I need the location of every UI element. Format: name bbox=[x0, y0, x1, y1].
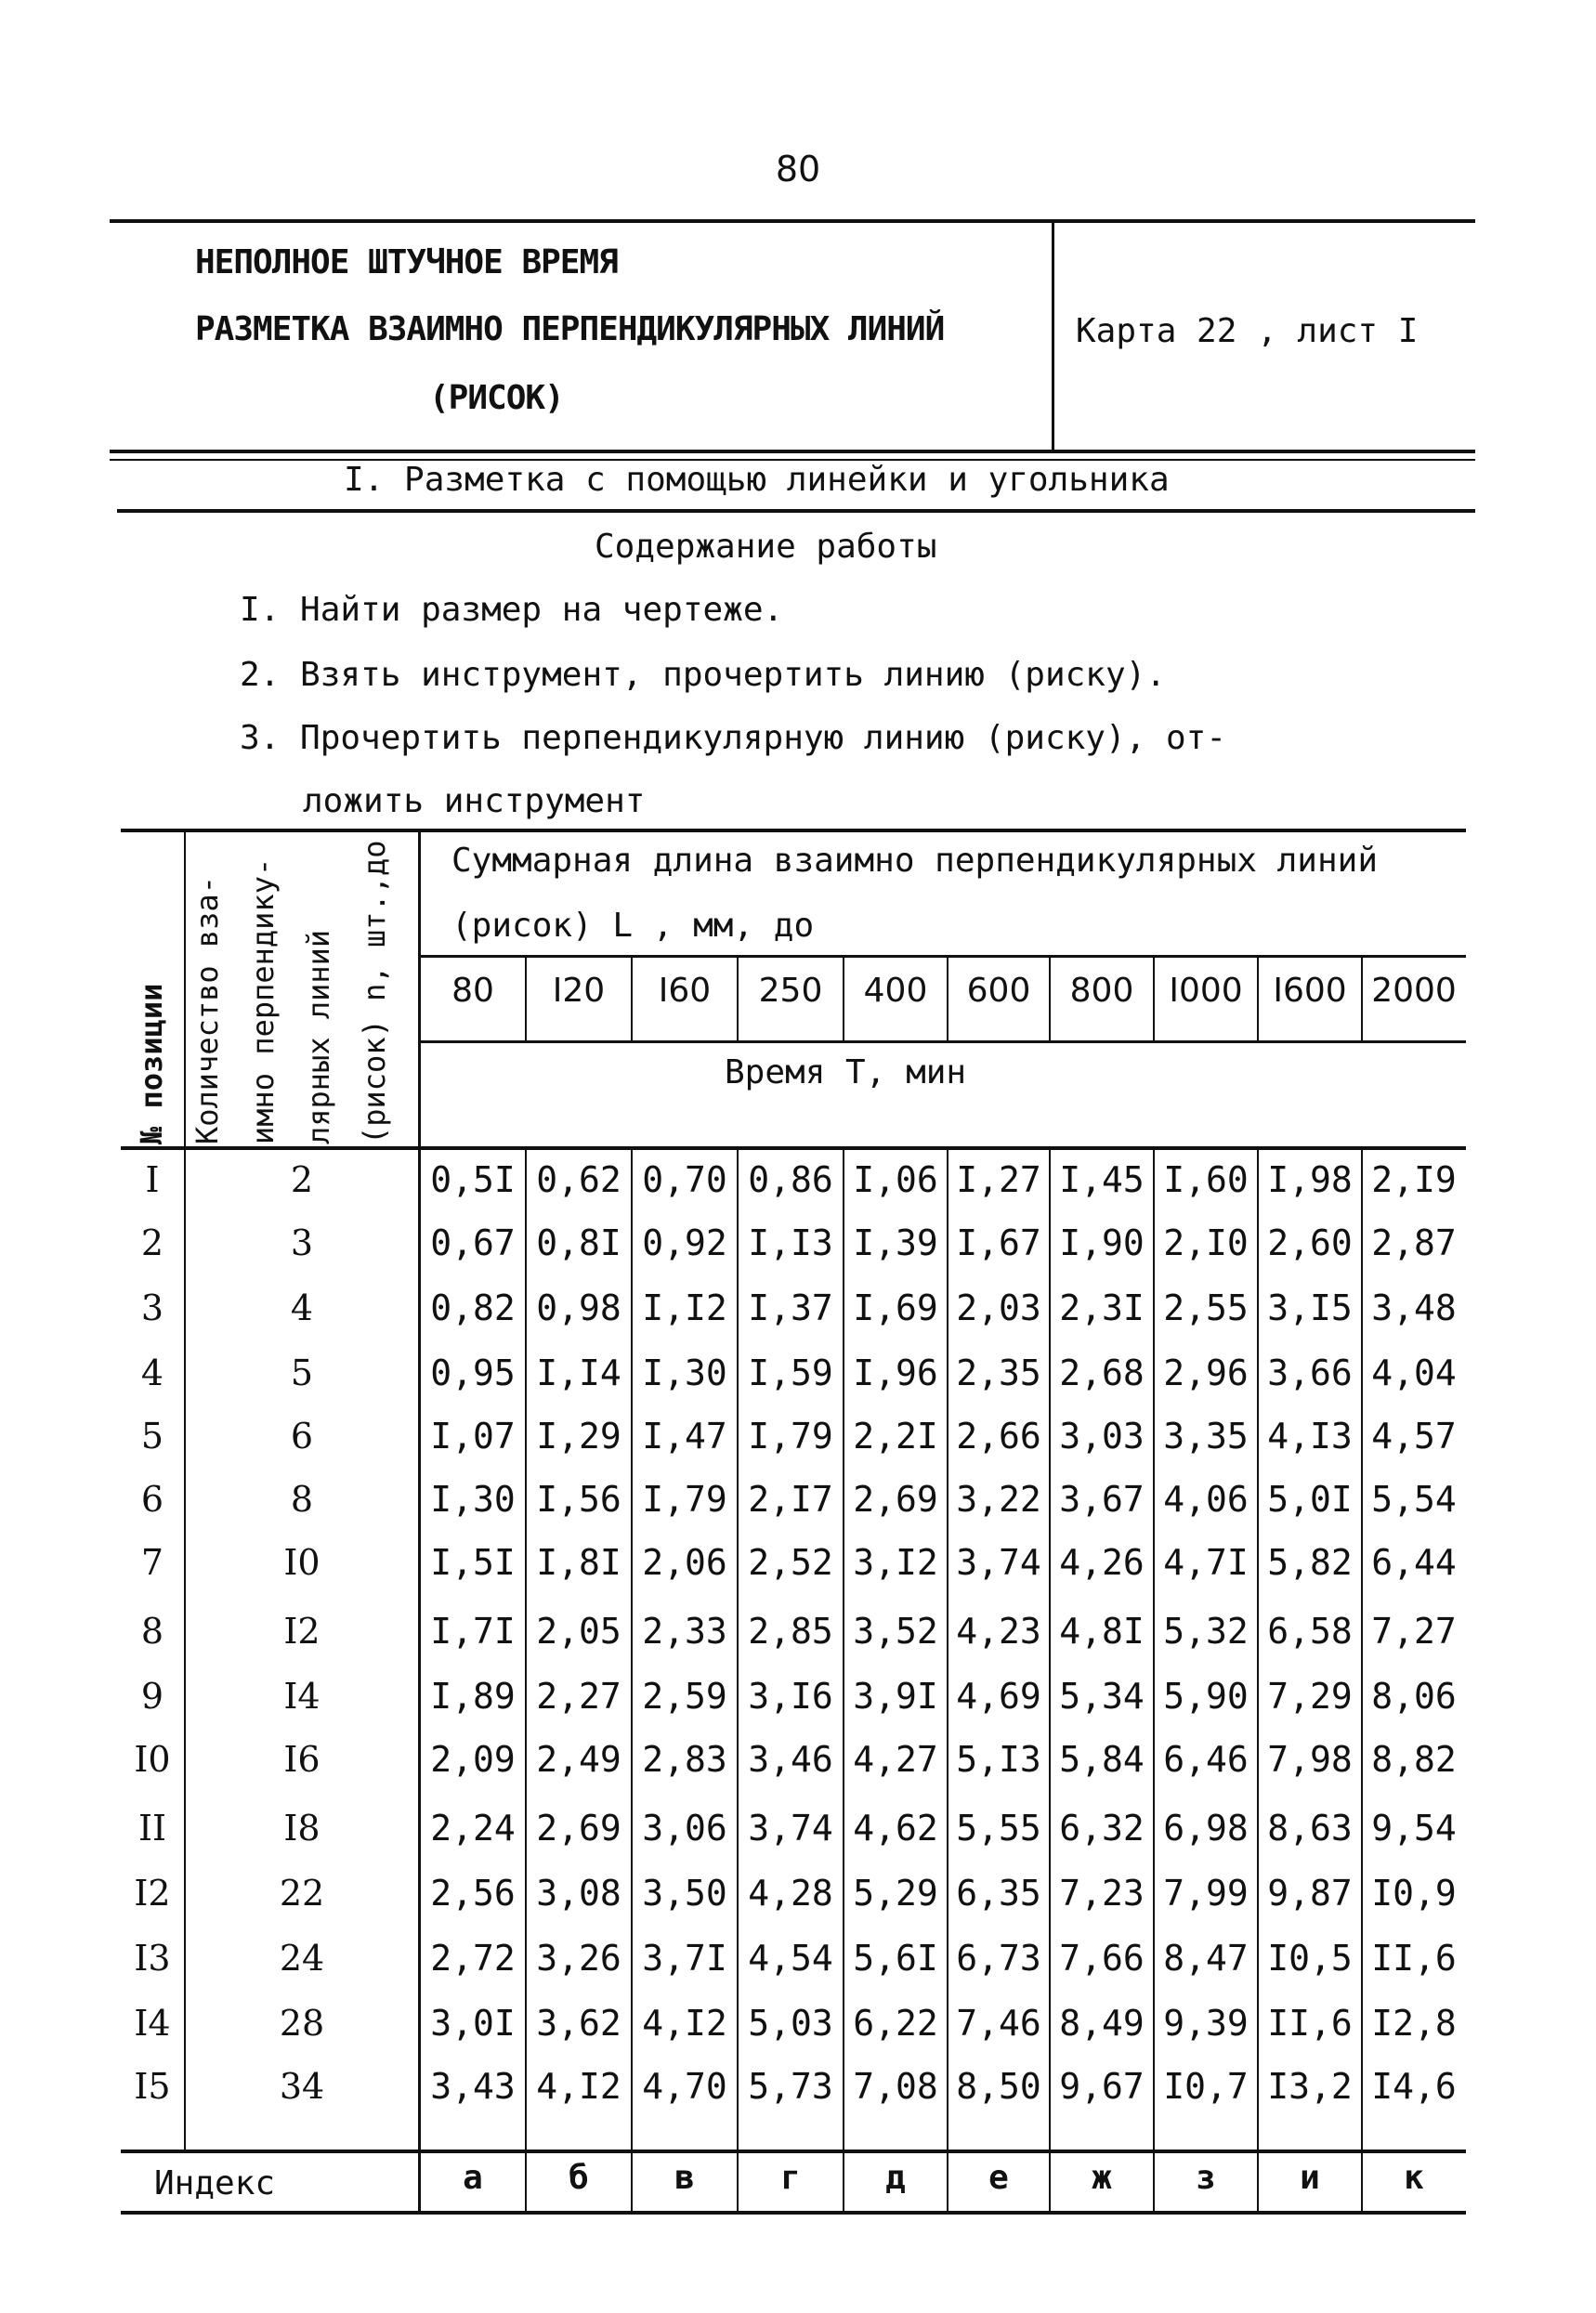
row-position: I bbox=[145, 1159, 160, 1200]
length-header-line-2: (рисок) L , мм, до bbox=[451, 907, 815, 945]
time-value: 2,56 bbox=[430, 1873, 516, 1914]
time-value: 2,27 bbox=[536, 1676, 621, 1717]
step-1: I. Найти размер на чертеже. bbox=[240, 591, 784, 629]
time-value: I,29 bbox=[536, 1416, 621, 1457]
time-value: 2,3I bbox=[1059, 1287, 1145, 1328]
time-value: 5,03 bbox=[748, 2003, 833, 2044]
time-value: 9,67 bbox=[1059, 2066, 1145, 2107]
step-2: 2. Взять инструмент, прочертить линию (риску). bbox=[240, 656, 1166, 694]
length-value: I60 bbox=[658, 972, 712, 1010]
row-count: 22 bbox=[279, 1873, 325, 1914]
time-value: 2,03 bbox=[956, 1287, 1041, 1328]
time-value: 5,82 bbox=[1267, 1542, 1353, 1583]
time-value: 3,I5 bbox=[1267, 1287, 1353, 1328]
time-value: 2,85 bbox=[748, 1611, 833, 1652]
time-value: I2,8 bbox=[1371, 2003, 1457, 2044]
time-value: 8,47 bbox=[1163, 1938, 1249, 1979]
time-value: 7,99 bbox=[1163, 1873, 1249, 1914]
time-value: 7,46 bbox=[956, 2003, 1041, 2044]
row-count: 3 bbox=[290, 1222, 314, 1263]
time-value: 2,I0 bbox=[1163, 1222, 1249, 1263]
time-value: II,6 bbox=[1371, 1938, 1457, 1979]
time-value: 0,5I bbox=[430, 1159, 516, 1200]
length-value: I20 bbox=[552, 972, 606, 1010]
time-value: 3,22 bbox=[956, 1479, 1041, 1520]
row-position: 6 bbox=[140, 1479, 164, 1520]
index-value: б bbox=[569, 2159, 589, 2197]
time-header: Время Т, мин bbox=[725, 1053, 967, 1091]
time-value: 2,I9 bbox=[1371, 1159, 1457, 1200]
time-value: I,7I bbox=[430, 1611, 516, 1652]
time-value: 3,35 bbox=[1163, 1416, 1249, 1457]
row-count: 24 bbox=[279, 1938, 325, 1979]
time-value: 4,I3 bbox=[1267, 1416, 1353, 1457]
count-header-line-3: лярных линий bbox=[301, 929, 336, 1144]
time-value: 0,82 bbox=[430, 1287, 516, 1328]
row-count: I4 bbox=[283, 1676, 321, 1717]
time-value: 3,08 bbox=[536, 1873, 621, 1914]
time-value: 5,90 bbox=[1163, 1676, 1249, 1717]
length-header-line-1: Суммарная длина взаимно перпендикулярных линий bbox=[451, 842, 1378, 880]
time-value: 2,96 bbox=[1163, 1353, 1249, 1393]
row-count: I6 bbox=[283, 1739, 321, 1780]
length-value: 2000 bbox=[1371, 972, 1457, 1010]
row-count: 4 bbox=[290, 1287, 314, 1328]
time-value: 2,24 bbox=[430, 1808, 516, 1849]
time-value: 2,35 bbox=[956, 1353, 1041, 1393]
row-position: 7 bbox=[140, 1542, 164, 1583]
time-value: 7,08 bbox=[853, 2066, 938, 2107]
time-value: 6,22 bbox=[853, 2003, 938, 2044]
time-value: 8,50 bbox=[956, 2066, 1041, 2107]
row-position: I4 bbox=[134, 2003, 171, 2044]
time-value: 7,23 bbox=[1059, 1873, 1145, 1914]
time-value: I,47 bbox=[642, 1416, 727, 1457]
step-3-continued: ложить инструмент bbox=[303, 782, 646, 820]
time-value: 5,6I bbox=[853, 1938, 938, 1979]
time-value: 3,7I bbox=[642, 1938, 727, 1979]
time-value: 6,73 bbox=[956, 1938, 1041, 1979]
time-value: 5,84 bbox=[1059, 1739, 1145, 1780]
length-value: I600 bbox=[1273, 972, 1347, 1010]
time-value: I,45 bbox=[1059, 1159, 1145, 1200]
time-value: I3,2 bbox=[1267, 2066, 1353, 2107]
time-value: 9,54 bbox=[1371, 1808, 1457, 1849]
row-position: I0 bbox=[134, 1739, 171, 1780]
time-value: 3,62 bbox=[536, 2003, 621, 2044]
index-label: Индекс bbox=[154, 2164, 276, 2202]
document-title-line-3: (РИСОК) bbox=[429, 379, 564, 417]
section-bottom-rule bbox=[117, 509, 1475, 513]
time-value: 0,92 bbox=[642, 1222, 727, 1263]
time-value: 6,35 bbox=[956, 1873, 1041, 1914]
row-position: 8 bbox=[140, 1611, 164, 1652]
row-count: I8 bbox=[283, 1808, 321, 1849]
header-divider bbox=[1052, 221, 1054, 451]
step-3: 3. Прочертить перпендикулярную линию (риску), от- bbox=[240, 719, 1227, 757]
time-value: I,39 bbox=[853, 1222, 938, 1263]
row-count: I0 bbox=[283, 1542, 321, 1583]
lengths-top-rule bbox=[420, 955, 1466, 958]
time-value: I,5I bbox=[430, 1542, 516, 1583]
row-count: 5 bbox=[290, 1353, 314, 1393]
time-value: 7,27 bbox=[1371, 1611, 1457, 1652]
time-value: 2,2I bbox=[853, 1416, 938, 1457]
page-number: 80 bbox=[775, 149, 821, 189]
section-title: I. Разметка с помощью линейки и угольника bbox=[344, 461, 1170, 499]
time-value: 5,54 bbox=[1371, 1479, 1457, 1520]
position-header: № позиции bbox=[134, 983, 169, 1144]
time-value: I,69 bbox=[853, 1287, 938, 1328]
time-value: 3,06 bbox=[642, 1808, 727, 1849]
time-value: 7,98 bbox=[1267, 1739, 1353, 1780]
time-value: 3,03 bbox=[1059, 1416, 1145, 1457]
row-position: 5 bbox=[140, 1416, 164, 1457]
time-value: I,89 bbox=[430, 1676, 516, 1717]
time-value: 2,33 bbox=[642, 1611, 727, 1652]
time-value: I0,5 bbox=[1267, 1938, 1353, 1979]
row-position: 3 bbox=[140, 1287, 164, 1328]
time-value: 4,04 bbox=[1371, 1353, 1457, 1393]
length-value: I000 bbox=[1169, 972, 1243, 1010]
time-value: I,98 bbox=[1267, 1159, 1353, 1200]
header-bottom-rule bbox=[110, 450, 1475, 453]
time-value: I,37 bbox=[748, 1287, 833, 1328]
time-value: I,90 bbox=[1059, 1222, 1145, 1263]
row-count: I2 bbox=[283, 1611, 321, 1652]
length-value: 600 bbox=[966, 972, 1031, 1010]
time-value: I,I4 bbox=[536, 1353, 621, 1393]
time-value: I,67 bbox=[956, 1222, 1041, 1263]
time-value: 6,98 bbox=[1163, 1808, 1249, 1849]
time-value: 6,46 bbox=[1163, 1739, 1249, 1780]
index-value: в bbox=[674, 2159, 695, 2197]
time-value: 0,8I bbox=[536, 1222, 621, 1263]
row-position: 2 bbox=[140, 1222, 164, 1263]
table-bottom-rule bbox=[121, 2211, 1466, 2215]
time-value: 3,48 bbox=[1371, 1287, 1457, 1328]
time-value: I,60 bbox=[1163, 1159, 1249, 1200]
time-value: 2,59 bbox=[642, 1676, 727, 1717]
time-value: 4,57 bbox=[1371, 1416, 1457, 1457]
time-value: 4,54 bbox=[748, 1938, 833, 1979]
time-value: I,06 bbox=[853, 1159, 938, 1200]
row-count: 28 bbox=[279, 2003, 325, 2044]
time-value: I,07 bbox=[430, 1416, 516, 1457]
row-count: 2 bbox=[290, 1159, 314, 1200]
row-count: 8 bbox=[290, 1479, 314, 1520]
header-bottom-rule-table bbox=[121, 1146, 1466, 1150]
time-value: I4,6 bbox=[1371, 2066, 1457, 2107]
count-header-line-2: имно перпендику- bbox=[245, 857, 281, 1144]
time-value: 2,52 bbox=[748, 1542, 833, 1583]
time-value: 4,27 bbox=[853, 1739, 938, 1780]
time-value: I0,7 bbox=[1163, 2066, 1249, 2107]
time-value: 2,60 bbox=[1267, 1222, 1353, 1263]
time-value: II,6 bbox=[1267, 2003, 1353, 2044]
index-value: д bbox=[885, 2159, 906, 2197]
time-value: I,27 bbox=[956, 1159, 1041, 1200]
index-value: г bbox=[780, 2159, 801, 2197]
length-value: 800 bbox=[1069, 972, 1134, 1010]
time-value: 3,I6 bbox=[748, 1676, 833, 1717]
lengths-bottom-rule bbox=[420, 1040, 1466, 1043]
time-value: 6,58 bbox=[1267, 1611, 1353, 1652]
time-value: I,I2 bbox=[642, 1287, 727, 1328]
time-value: 2,68 bbox=[1059, 1353, 1145, 1393]
table-top-rule bbox=[121, 829, 1466, 832]
time-value: 0,67 bbox=[430, 1222, 516, 1263]
time-value: I,79 bbox=[748, 1416, 833, 1457]
time-value: 2,69 bbox=[536, 1808, 621, 1849]
time-value: 7,66 bbox=[1059, 1938, 1145, 1979]
time-value: 4,62 bbox=[853, 1808, 938, 1849]
time-value: 2,06 bbox=[642, 1542, 727, 1583]
time-value: I,96 bbox=[853, 1353, 938, 1393]
time-value: 3,26 bbox=[536, 1938, 621, 1979]
row-position: 9 bbox=[140, 1676, 164, 1717]
time-value: 0,98 bbox=[536, 1287, 621, 1328]
time-value: 2,69 bbox=[853, 1479, 938, 1520]
count-header-line-4: (рисок) n, шт.,до bbox=[357, 840, 392, 1144]
index-value: е bbox=[988, 2159, 1009, 2197]
time-value: 5,29 bbox=[853, 1873, 938, 1914]
row-count: 6 bbox=[290, 1416, 314, 1457]
body-bottom-rule bbox=[121, 2150, 1466, 2153]
time-value: I0,9 bbox=[1371, 1873, 1457, 1914]
time-value: 2,66 bbox=[956, 1416, 1041, 1457]
time-value: 5,34 bbox=[1059, 1676, 1145, 1717]
time-value: 2,83 bbox=[642, 1739, 727, 1780]
time-value: I,30 bbox=[430, 1479, 516, 1520]
index-value: ж bbox=[1092, 2159, 1112, 2197]
time-value: 2,87 bbox=[1371, 1222, 1457, 1263]
time-value: 5,32 bbox=[1163, 1611, 1249, 1652]
time-value: I,I3 bbox=[748, 1222, 833, 1263]
time-value: 3,0I bbox=[430, 2003, 516, 2044]
time-value: 8,49 bbox=[1059, 2003, 1145, 2044]
time-value: 5,55 bbox=[956, 1808, 1041, 1849]
length-value: 80 bbox=[451, 972, 494, 1010]
time-value: 3,50 bbox=[642, 1873, 727, 1914]
index-value: з bbox=[1196, 2159, 1216, 2197]
row-position: I2 bbox=[134, 1873, 171, 1914]
time-value: 4,8I bbox=[1059, 1611, 1145, 1652]
time-value: 4,I2 bbox=[642, 2003, 727, 2044]
count-header-line-1: Количество вза- bbox=[190, 876, 225, 1144]
time-value: I,30 bbox=[642, 1353, 727, 1393]
time-value: 4,26 bbox=[1059, 1542, 1145, 1583]
time-value: 8,82 bbox=[1371, 1739, 1457, 1780]
time-value: I,59 bbox=[748, 1353, 833, 1393]
time-value: 6,44 bbox=[1371, 1542, 1457, 1583]
time-value: 9,39 bbox=[1163, 2003, 1249, 2044]
time-value: I,8I bbox=[536, 1542, 621, 1583]
time-value: 4,70 bbox=[642, 2066, 727, 2107]
time-value: 3,74 bbox=[748, 1808, 833, 1849]
time-value: 0,95 bbox=[430, 1353, 516, 1393]
time-value: 2,I7 bbox=[748, 1479, 833, 1520]
row-position: 4 bbox=[140, 1353, 164, 1393]
content-title: Содержание работы bbox=[595, 528, 937, 566]
index-value: а bbox=[463, 2159, 483, 2197]
length-value: 400 bbox=[863, 972, 928, 1010]
time-value: 5,I3 bbox=[956, 1739, 1041, 1780]
index-value: и bbox=[1300, 2159, 1320, 2197]
time-value: 3,74 bbox=[956, 1542, 1041, 1583]
time-value: 2,49 bbox=[536, 1739, 621, 1780]
row-position: I5 bbox=[134, 2066, 171, 2107]
time-value: I,79 bbox=[642, 1479, 727, 1520]
time-value: 4,I2 bbox=[536, 2066, 621, 2107]
time-value: 3,9I bbox=[853, 1676, 938, 1717]
row-count: 34 bbox=[279, 2066, 325, 2107]
time-value: 3,I2 bbox=[853, 1542, 938, 1583]
time-value: 2,05 bbox=[536, 1611, 621, 1652]
document-title-line-2: РАЗМЕТКА ВЗАИМНО ПЕРПЕНДИКУЛЯРНЫХ ЛИНИЙ bbox=[195, 310, 945, 348]
time-value: 3,43 bbox=[430, 2066, 516, 2107]
length-value: 250 bbox=[758, 972, 823, 1010]
time-value: 2,55 bbox=[1163, 1287, 1249, 1328]
index-value: к bbox=[1404, 2159, 1424, 2197]
time-value: 3,66 bbox=[1267, 1353, 1353, 1393]
time-value: 6,32 bbox=[1059, 1808, 1145, 1849]
time-value: 9,87 bbox=[1267, 1873, 1353, 1914]
time-value: 0,62 bbox=[536, 1159, 621, 1200]
time-value: 2,09 bbox=[430, 1739, 516, 1780]
header-top-rule bbox=[110, 219, 1475, 223]
time-value: 5,73 bbox=[748, 2066, 833, 2107]
time-value: 3,46 bbox=[748, 1739, 833, 1780]
row-position: II bbox=[137, 1808, 167, 1849]
time-value: 5,0I bbox=[1267, 1479, 1353, 1520]
time-value: 4,28 bbox=[748, 1873, 833, 1914]
time-value: I,56 bbox=[536, 1479, 621, 1520]
time-value: 4,7I bbox=[1163, 1542, 1249, 1583]
card-label: Карта 22 , лист I bbox=[1076, 312, 1419, 350]
time-value: 4,23 bbox=[956, 1611, 1041, 1652]
time-value: 0,86 bbox=[748, 1159, 833, 1200]
time-value: 2,72 bbox=[430, 1938, 516, 1979]
row-position: I3 bbox=[134, 1938, 171, 1979]
time-value: 7,29 bbox=[1267, 1676, 1353, 1717]
time-value: 3,67 bbox=[1059, 1479, 1145, 1520]
time-value: 8,63 bbox=[1267, 1808, 1353, 1849]
time-value: 4,69 bbox=[956, 1676, 1041, 1717]
time-value: 4,06 bbox=[1163, 1479, 1249, 1520]
time-value: 8,06 bbox=[1371, 1676, 1457, 1717]
time-value: 3,52 bbox=[853, 1611, 938, 1652]
time-value: 0,70 bbox=[642, 1159, 727, 1200]
document-title-line-1: НЕПОЛНОЕ ШТУЧНОЕ ВРЕМЯ bbox=[195, 243, 618, 281]
